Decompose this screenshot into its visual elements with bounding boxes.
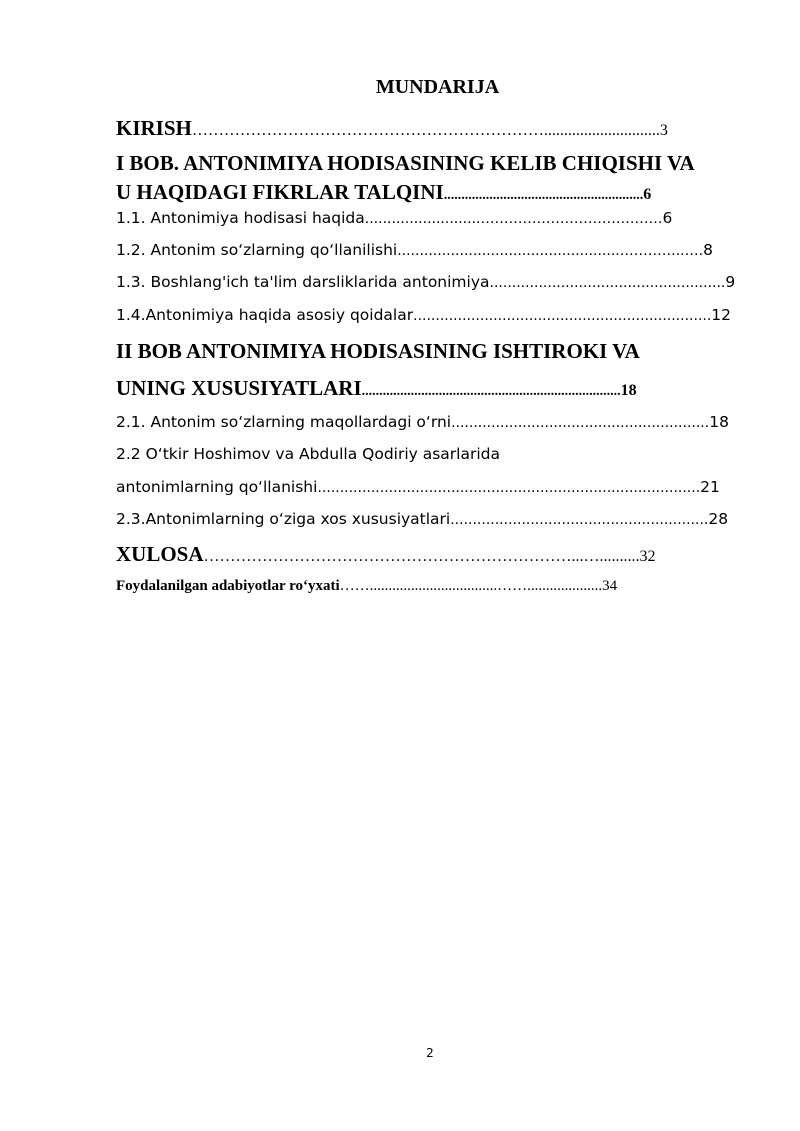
toc-entry-page: 32	[639, 548, 656, 565]
toc-entry-text: II BOB ANTONIMIYA HODISASINING ISHTIROKI VA	[116, 339, 640, 363]
toc-entry-dots: ..........................................................	[451, 415, 710, 431]
toc-entry-references	[116, 578, 740, 595]
toc-entry-2-2-line-1	[116, 445, 740, 463]
toc-entry-page: 18	[620, 382, 637, 399]
toc-entry-text: Foydalanilgan adabiyotlar ro‘yxati	[116, 578, 340, 594]
toc-entry-dots: .........................................................	[443, 188, 644, 203]
toc-entry-1-3	[116, 273, 740, 291]
toc-entry-dots: ...................................................................	[413, 308, 712, 324]
toc-entry-kirish	[116, 116, 740, 141]
toc-entry-text: 1.4.Antonimiya haqida asosiy qoidalar	[116, 306, 414, 324]
toc-entry-text: antonimlarning qo‘llanishi	[116, 478, 318, 496]
toc-entry-chapter-2-line-2	[116, 376, 740, 401]
toc-entry-dots: .....................................................	[489, 275, 726, 291]
toc-entry-page: 18	[709, 413, 729, 431]
toc-entry-text: 1.1. Antonimiya hodisasi haqida	[116, 209, 365, 227]
toc-entry-text: 1.2. Antonim so‘zlarning qo‘llanilishi	[116, 241, 398, 259]
toc-entry-dots: ..........................................................	[450, 512, 709, 528]
toc-entry-page: 9	[725, 273, 736, 291]
toc-entry-text: 2.1. Antonim so‘zlarning maqollardagi o‘rni	[116, 413, 452, 431]
page-number: 2	[426, 1046, 434, 1060]
toc-entry-text: 1.3. Boshlang'ich ta'lim darsliklarida antonimiya	[116, 273, 490, 291]
toc-entry-page: 3	[659, 122, 668, 139]
toc-entry-text: I BOB. ANTONIMIYA HODISASINING KELIB CHIQISHI VA	[116, 151, 695, 175]
toc-entry-1-1	[116, 209, 740, 227]
toc-entry-chapter-1-line-1	[116, 151, 740, 176]
toc-entry-dots: ..........................…………………………………	[364, 211, 663, 227]
toc-entry-page: 28	[708, 510, 729, 528]
toc-entry-text: 2.2 O‘tkir Hoshimov va Abdulla Qodiriy asarlarida	[116, 445, 501, 463]
toc-entry-dots: ……………………………………………………………...…..........	[203, 548, 640, 565]
toc-entry-dots: ..........................................................................	[361, 384, 621, 399]
toc-entry-dots: ..................................................…………..….	[397, 243, 704, 259]
toc-entry-2-1	[116, 413, 740, 431]
toc-entry-dots: ......................................................................................	[317, 480, 701, 496]
toc-entry-text: U HAQIDAGI FIKRLAR TALQINI	[116, 180, 444, 204]
toc-entry-2-3	[116, 510, 740, 528]
toc-entry-dots: ……..................................……....................	[339, 578, 603, 594]
page-title: MUNDARIJA	[375, 76, 500, 98]
toc-entry-text: 2.3.Antonimlarning o‘ziga xos xususiyatlari	[116, 510, 451, 528]
toc-entry-page: 6	[662, 209, 673, 227]
toc-entry-text: XULOSA	[116, 542, 204, 566]
toc-entry-2-2-line-2	[116, 478, 740, 496]
toc-entry-xulosa	[116, 542, 740, 567]
toc-entry-text: KIRISH	[116, 116, 192, 140]
toc-entry-page: 21	[700, 478, 720, 496]
toc-entry-chapter-2-line-1	[116, 339, 740, 364]
toc-entry-page: 12	[711, 306, 732, 324]
toc-entry-page: 6	[643, 186, 652, 203]
toc-entry-text: UNING XUSUSIYATLARI	[116, 376, 362, 400]
toc-entry-1-2	[116, 241, 740, 259]
toc-entry-page: 34	[602, 578, 618, 594]
toc-entry-page: 8	[703, 241, 713, 259]
toc-entry-chapter-1-line-2	[116, 180, 740, 205]
toc-entry-1-4	[116, 306, 740, 324]
toc-entry-dots: ………………………………………………………….............................	[191, 122, 660, 139]
